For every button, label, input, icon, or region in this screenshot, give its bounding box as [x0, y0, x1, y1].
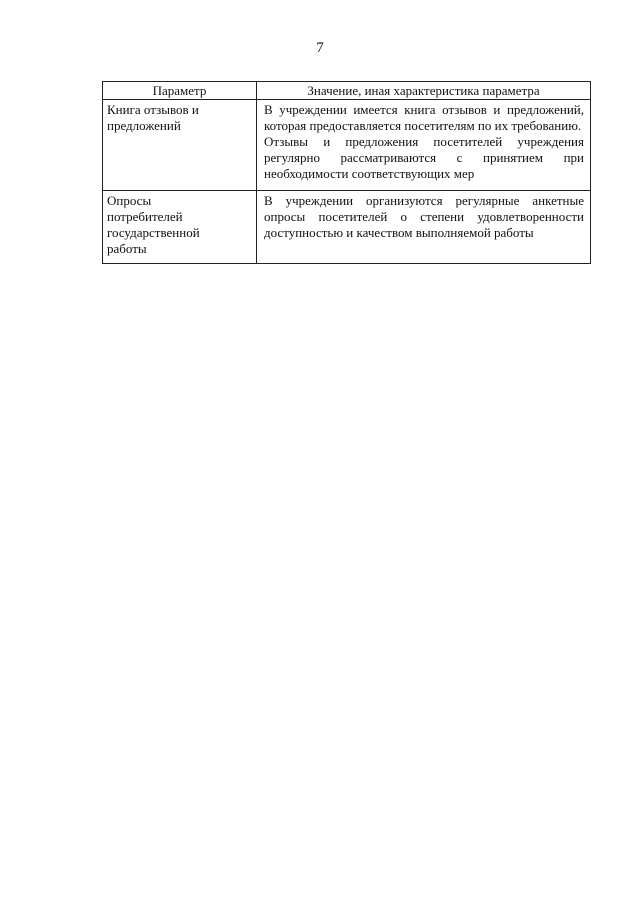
value-paragraph: Отзывы и предложения посетителей учреждения регулярно рассматриваются с принятием при необходимости соответствующих мер [264, 134, 584, 181]
cell-value [257, 100, 591, 191]
parameter-line: потребителей [107, 209, 183, 224]
value-paragraph: В учреждении имеется книга отзывов и предложений, которая предоставляется посетителям по их требованию. [264, 102, 584, 133]
table-row [103, 191, 591, 264]
parameter-line: работы [107, 241, 147, 256]
parameter-line: Опросы [107, 193, 152, 208]
header-value: Значение, иная характеристика параметра [257, 82, 591, 100]
table-header-row [103, 82, 591, 100]
parameter-line: государственной [107, 225, 200, 240]
cell-value [257, 191, 591, 264]
parameters-table [102, 81, 591, 264]
table-row [103, 100, 591, 191]
header-parameter: Параметр [103, 82, 257, 100]
page-number: 7 [316, 40, 324, 56]
cell-parameter: Книга отзывов и предложений [103, 100, 257, 191]
cell-parameter [103, 191, 257, 264]
value-paragraph: В учреждении организуются регулярные анкетные опросы посетителей о степени удовлетворенности доступностью и качеством выполняемой работы [264, 193, 584, 240]
